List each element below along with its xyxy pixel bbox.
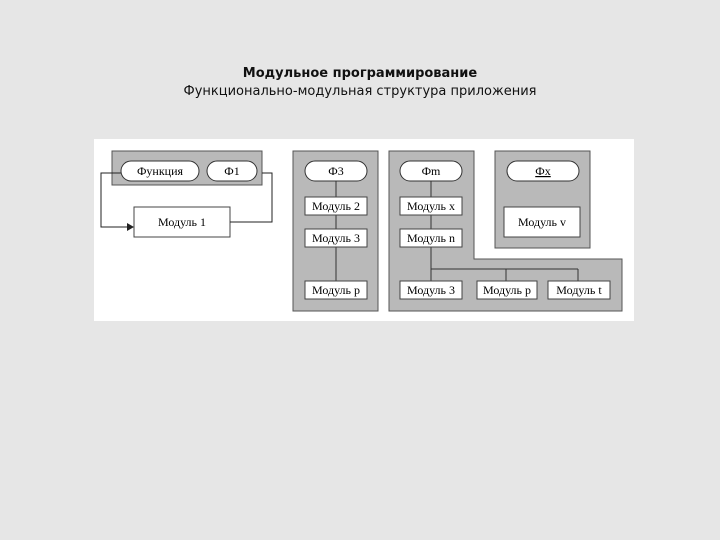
- module-label: Модуль t: [556, 283, 602, 297]
- function-1-label: Ф1: [224, 164, 240, 178]
- module-1-label: Модуль 1: [157, 215, 207, 229]
- module-label: Модуль 3: [406, 283, 456, 297]
- module-label: Модуль x: [406, 199, 456, 213]
- function-m-label: Фm: [421, 164, 441, 178]
- module-label: Модуль n: [406, 231, 456, 245]
- slide-subtitle: Функционально-модульная структура приложения: [183, 84, 537, 99]
- slide-title: Модульное программирование: [242, 66, 478, 81]
- function-label: Функция: [136, 164, 184, 178]
- function-x-label: Фх: [535, 164, 551, 178]
- module-v-label: Модуль v: [517, 215, 567, 229]
- module-label: Модуль р: [311, 283, 361, 297]
- diagram-canvas: [94, 139, 634, 321]
- module-label: Модуль 2: [311, 199, 361, 213]
- module-structure-diagram: [94, 139, 634, 321]
- module-label: Модуль р: [482, 283, 532, 297]
- function-3-label: Ф3: [328, 164, 344, 178]
- module-label: Модуль 3: [311, 231, 361, 245]
- feedback-arrowhead: [127, 223, 134, 231]
